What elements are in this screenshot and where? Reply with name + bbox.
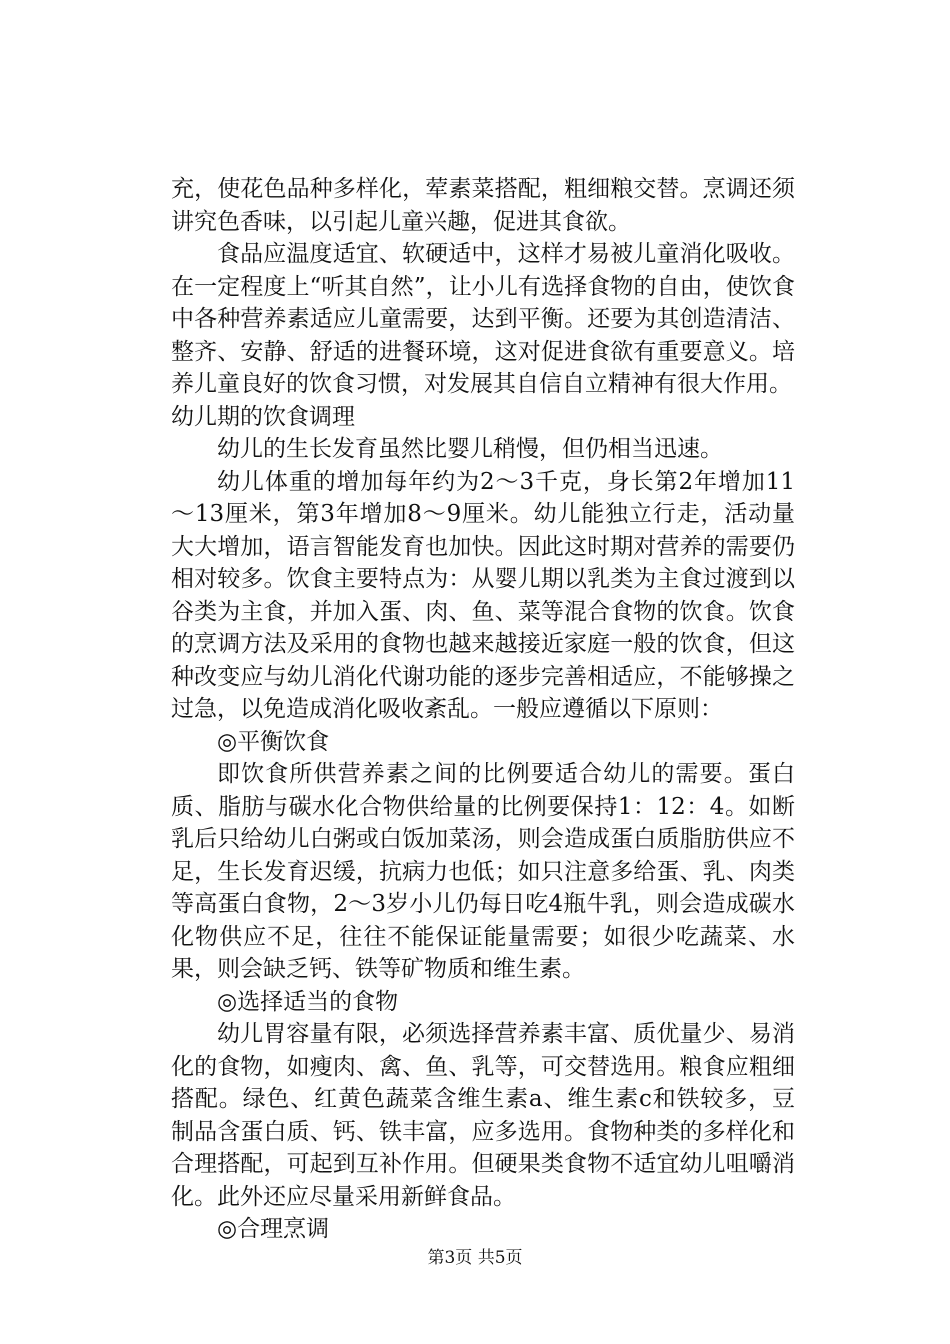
paragraph: 充，使花色品种多样化，荤素菜搭配，粗细粮交替。烹调还须讲究色香味，以引起儿童兴趣，促进其食欲。 (171, 176, 795, 235)
subsection-heading: ◎合理烹调 (217, 1216, 330, 1242)
section-heading: 幼儿期的饮食调理 (171, 403, 355, 430)
paragraph: 幼儿胃容量有限，必须选择营养素丰富、质优量少、易消化的食物，如瘦肉、禽、鱼、乳等，可交替选用。粮食应粗细搭配。绿色、红黄色蔬菜含维生素a、维生素c和铁较多，豆制品含蛋白质、钙、铁丰富，应多选用。食物种类的多样化和合理搭配，可起到互补作用。但硬果类食物不适宜幼儿咀嚼消化。此外还应尽量采用新鲜食品。 (171, 1021, 795, 1210)
document-body (171, 173, 795, 1246)
subsection-heading: ◎平衡饮食 (217, 728, 330, 755)
page-footer (0, 1243, 950, 1268)
paragraph: 食品应温度适宜、软硬适中，这样才易被儿童消化吸收。在一定程度上“听其自然”，让小儿有选择食物的自由，使饮食中各种营养素适应儿童需要，达到平衡。还要为其创造清洁、整齐、安静、舒适的进餐环境，这对促进食欲有重要意义。培养儿童良好的饮食习惯，对发展其自信自立精神有很大作用。 (171, 241, 795, 397)
page-number: 第3页 共5页 (427, 1248, 523, 1268)
paragraph: 即饮食所供营养素之间的比例要适合幼儿的需要。蛋白质、脂肪与碳水化合物供给量的比例要保持1：12：4。如断乳后只给幼儿白粥或白饭加菜汤，则会造成蛋白质脂肪供应不足，生长发育迟缓，抗病力也低；如只注意多给蛋、乳、肉类等高蛋白食物，2～3岁小儿仍每日吃4瓶牛乳，则会造成碳水化物供应不足，往往不能保证能量需要；如很少吃蔬菜、水果，则会缺乏钙、铁等矿物质和维生素。 (171, 761, 795, 982)
paragraph: 幼儿体重的增加每年约为2～3千克，身长第2年增加11～13厘米，第3年增加8～9厘米。幼儿能独立行走，活动量大大增加，语言智能发育也加快。因此这时期对营养的需要仍相对较多。饮食主要特点为：从婴儿期以乳类为主食过渡到以谷类为主食，并加入蛋、肉、鱼、菜等混合食物的饮食。饮食的烹调方法及采用的食物也越来越接近家庭一般的饮食，但这种改变应与幼儿消化代谢功能的逐步完善相适应，不能够操之过急，以免造成消化吸收紊乱。一般应遵循以下原则： (171, 468, 795, 722)
subsection-heading: ◎选择适当的食物 (217, 988, 399, 1015)
paragraph: 幼儿的生长发育虽然比婴儿稍慢，但仍相当迅速。 (217, 436, 723, 462)
